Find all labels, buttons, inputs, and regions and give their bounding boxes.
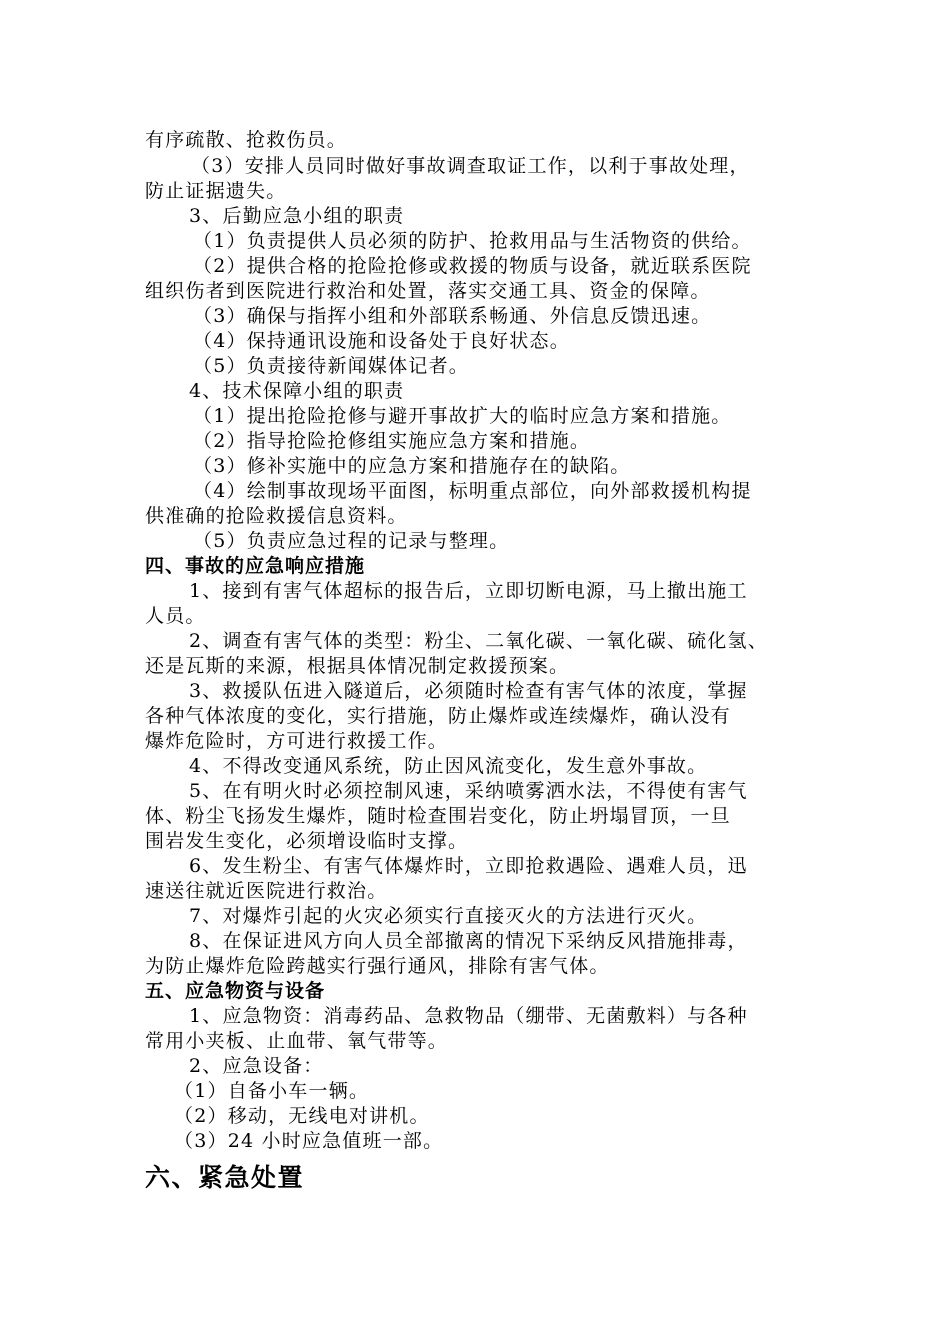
section-heading-4: 四、事故的应急响应措施 (145, 555, 366, 577)
text-line: （3）24 小时应急值班一部。 (174, 1130, 444, 1152)
text-line: （3）确保与指挥小组和外部联系畅通、外信息反馈迅速。 (193, 305, 712, 327)
text-line: （2）指导抢险抢修组实施应急方案和措施。 (193, 430, 591, 452)
section-heading-5: 五、应急物资与设备 (145, 980, 326, 1002)
text-line: 体、粉尘飞扬发生爆炸，随时检查围岩变化，防止坍塌冒顶，一旦 (145, 805, 731, 827)
text-line: 供准确的抢险救援信息资料。 (145, 505, 408, 527)
text-line: （1）自备小车一辆。 (174, 1080, 370, 1102)
text-line: 防止证据遗失。 (145, 180, 287, 202)
text-line: 为防止爆炸危险跨越实行强行通风，排除有害气体。 (145, 955, 610, 977)
subheading-tech-group: 4、技术保障小组的职责 (189, 380, 405, 402)
text-line: 5、在有明火时必须控制风速，采纳喷雾洒水法，不得使有害气 (189, 780, 748, 802)
text-line: 1、应急物资：消毒药品、急救物品（绷带、无菌敷料）与各种 (189, 1005, 748, 1027)
text-line: 4、不得改变通风系统，防止因风流变化，发生意外事故。 (189, 755, 708, 777)
text-line: 3、救援队伍进入隧道后，必须随时检查有害气体的浓度，掌握 (189, 680, 748, 702)
text-line: （1）负责提供人员必须的防护、抢救用品与生活物资的供给。 (193, 230, 752, 252)
subheading-logistics-group: 3、后勤应急小组的职责 (189, 205, 405, 227)
section-heading-6: 六、紧急处置 (145, 1163, 305, 1192)
text-line: （3）修补实施中的应急方案和措施存在的缺陷。 (193, 455, 631, 477)
text-line: （3）安排人员同时做好事故调查取证工作，以利于事故处理， (191, 155, 750, 177)
text-line: 2、应急设备： (189, 1055, 324, 1077)
text-line: 组织伤者到医院进行救治和处置，落实交通工具、资金的保障。 (145, 280, 711, 302)
text-line: （1）提出抢险抢修与避开事故扩大的临时应急方案和措施。 (193, 405, 732, 427)
text-line: （2）移动，无线电对讲机。 (174, 1105, 430, 1127)
text-line: （5）负责应急过程的记录与整理。 (193, 530, 510, 552)
text-line: 人员。 (145, 605, 206, 627)
text-line: 2、调查有害气体的类型：粉尘、二氧化碳、一氧化碳、硫化氢、 (189, 630, 768, 652)
text-line: （4）保持通讯设施和设备处于良好状态。 (193, 330, 570, 352)
text-line: 还是瓦斯的来源，根据具体情况制定救援预案。 (145, 655, 570, 677)
text-line: 各种气体浓度的变化，实行措施，防止爆炸或连续爆炸，确认没有 (145, 705, 731, 727)
text-line: （4）绘制事故现场平面图，标明重点部位，向外部救援机构提 (193, 480, 752, 502)
text-line: （2）提供合格的抢险抢修或救援的物质与设备，就近联系医院 (193, 255, 752, 277)
text-line: 速送往就近医院进行救治。 (145, 880, 388, 902)
text-line: 爆炸危险时，方可进行救援工作。 (145, 730, 449, 752)
text-line: 8、在保证进风方向人员全部撤离的情况下采纳反风措施排毒， (189, 930, 748, 952)
text-line: 常用小夹板、止血带、氧气带等。 (145, 1030, 449, 1052)
text-line: 7、对爆炸引起的火灾必须实行直接灭火的方法进行灭火。 (189, 905, 708, 927)
text-line: （5）负责接待新闻媒体记者。 (193, 355, 469, 377)
text-line: 1、接到有害气体超标的报告后，立即切断电源，马上撤出施工 (189, 580, 748, 602)
text-line: 有序疏散、抢救伤员。 (145, 129, 348, 151)
text-line: 6、发生粉尘、有害气体爆炸时，立即抢救遇险、遇难人员，迅 (189, 855, 748, 877)
text-line: 围岩发生变化，必须增设临时支撑。 (145, 830, 469, 852)
